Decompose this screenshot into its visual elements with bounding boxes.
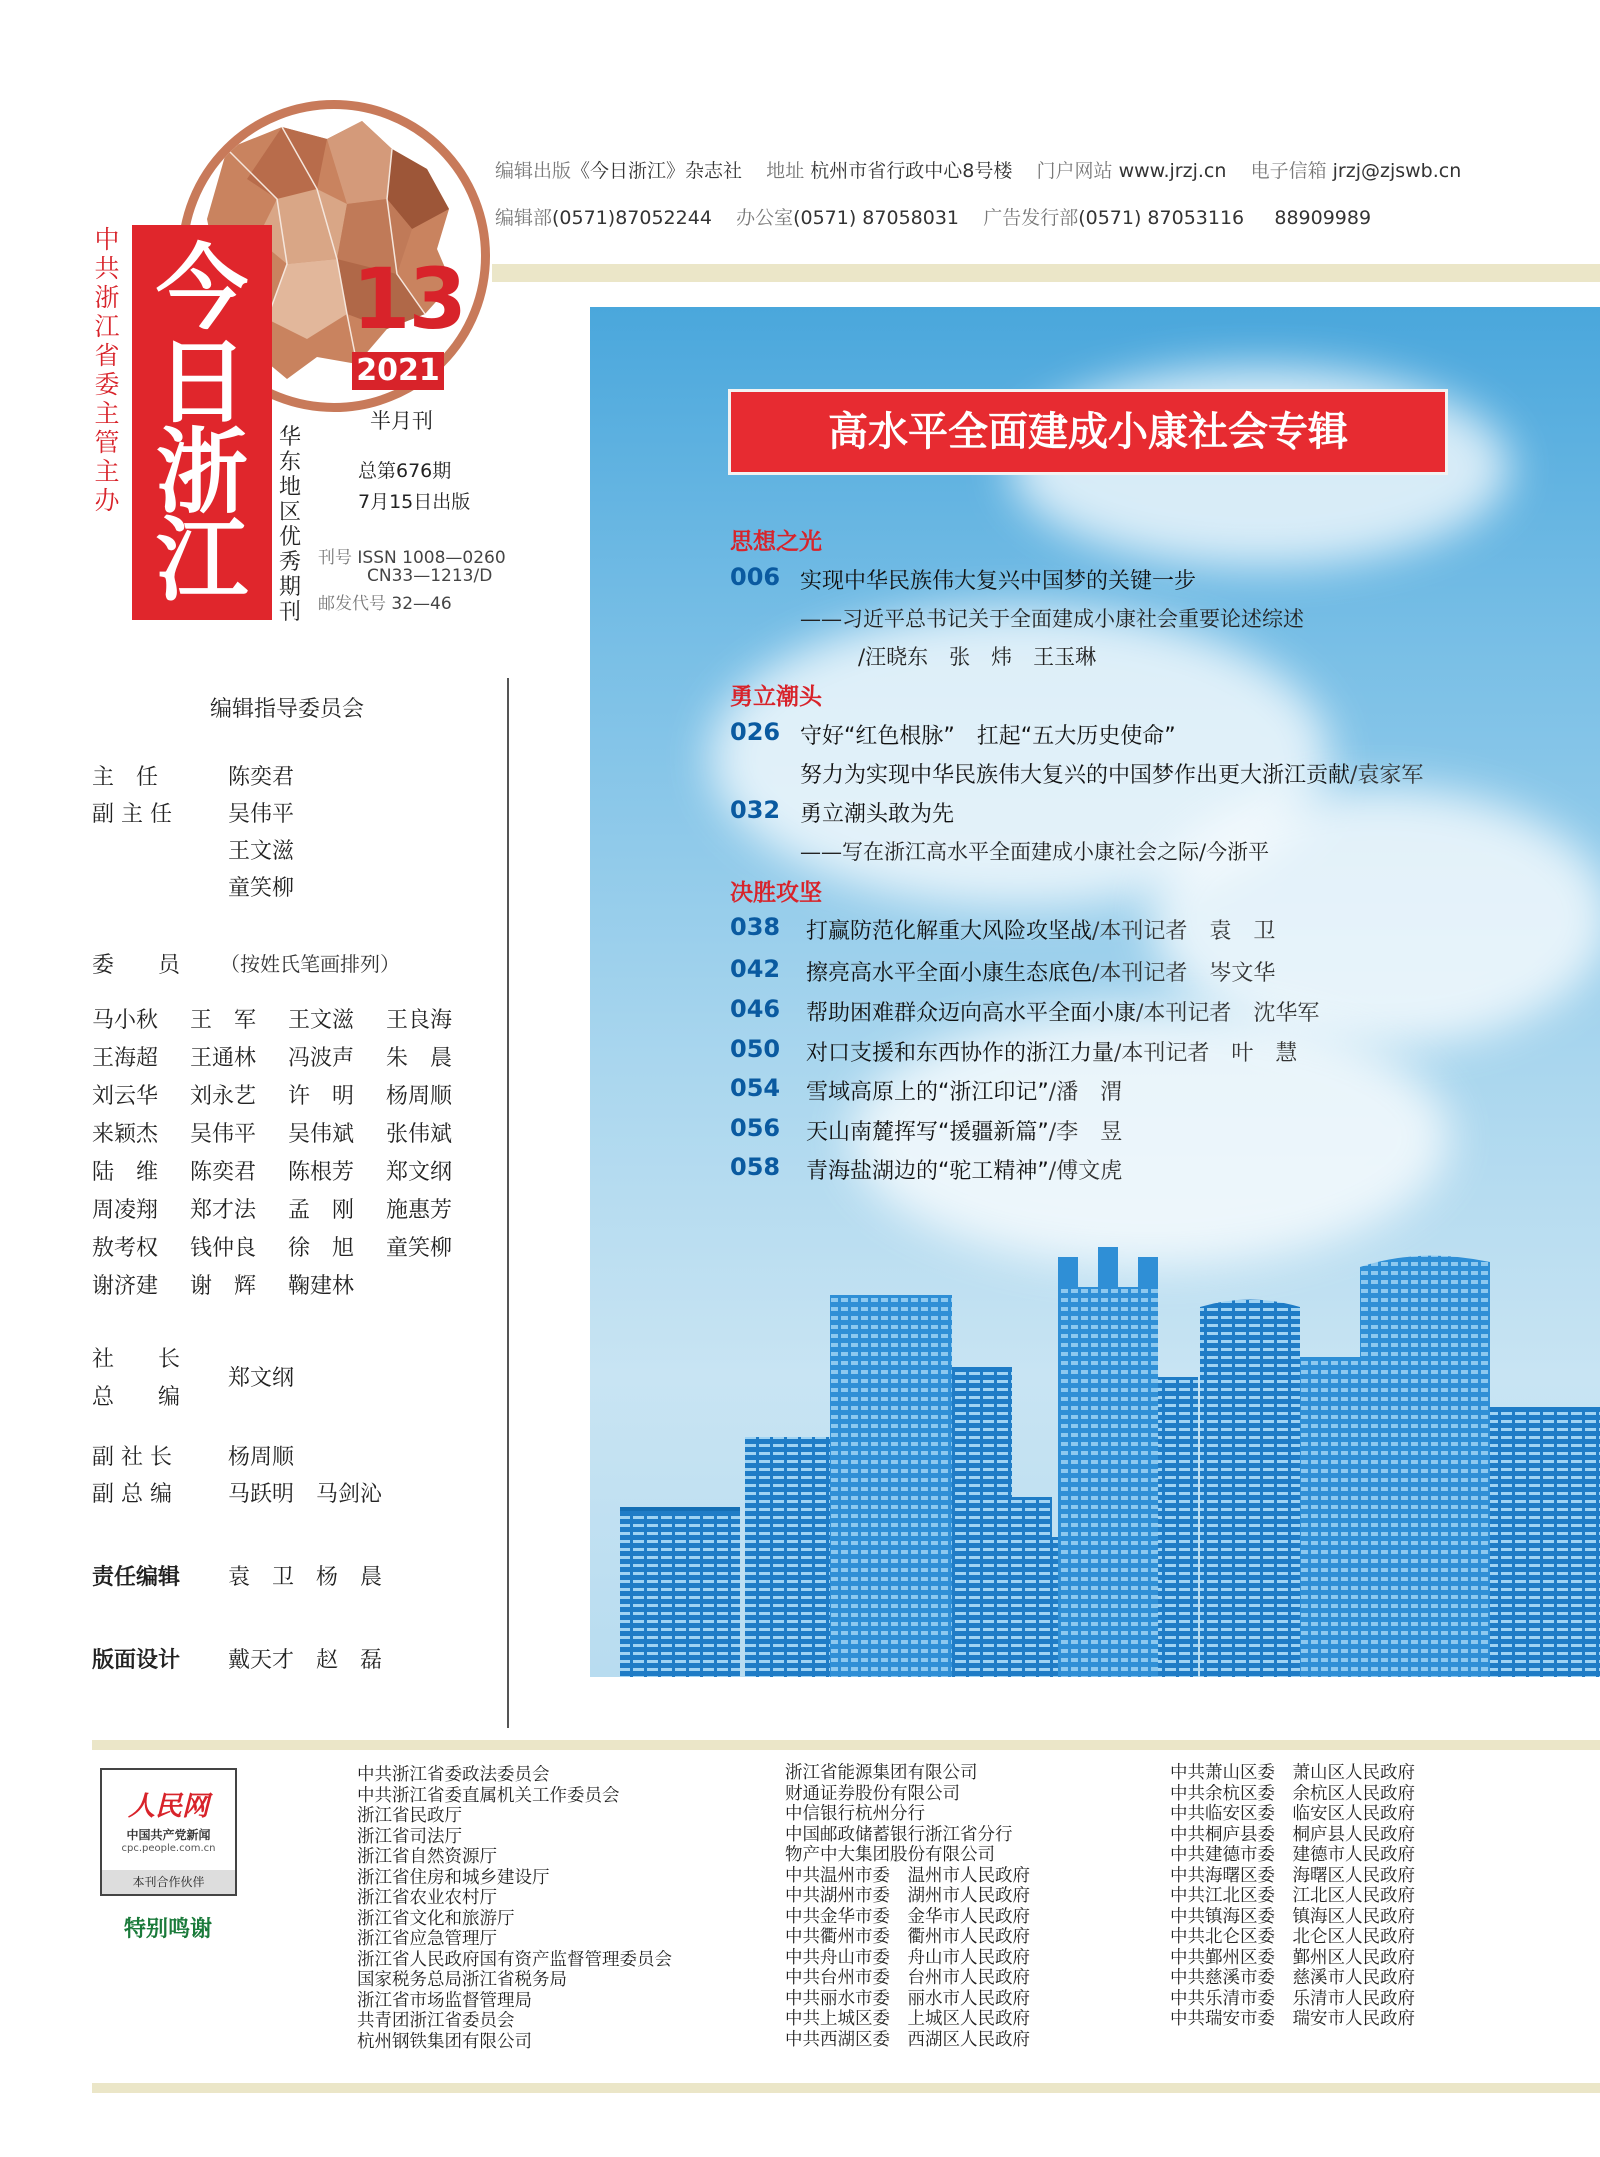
sponsor-item: 中共衢州市委 衢州市人民政府 xyxy=(785,1927,1030,1947)
vice-president-name: 杨周顺 xyxy=(228,1445,295,1470)
toc-section: 思想之光 xyxy=(730,529,822,555)
sponsor-item: 中共台州市委 台州市人民政府 xyxy=(785,1968,1030,1988)
sponsor-item: 中国邮政储蓄银行浙江省分行 xyxy=(785,1824,1013,1845)
toc-item-title[interactable]: 实现中华民族伟大复兴中国梦的关键一步 xyxy=(800,569,1197,594)
magazine-logo xyxy=(132,225,272,620)
toc-section: 勇立潮头 xyxy=(730,684,822,710)
partner-url: cpc.people.com.cn xyxy=(121,1843,216,1854)
sponsor-item: 浙江省民政厅 xyxy=(357,1806,462,1826)
sponsor-item: 中共浙江省委政法委员会 xyxy=(357,1765,550,1785)
member-name: 王良海 xyxy=(386,1008,453,1033)
vice-president-label: 副 社 长 xyxy=(92,1445,172,1470)
member-name: 刘永艺 xyxy=(190,1084,257,1109)
toc-item-title[interactable]: 青海盐湖边的“驼工精神”/傅文虎 xyxy=(806,1159,1123,1184)
design-label: 版面设计 xyxy=(92,1648,181,1673)
sponsor-item: 中共桐庐县委 桐庐县人民政府 xyxy=(1170,1824,1415,1845)
logo-char-1: 今 xyxy=(155,234,248,342)
sponsor-item: 中共北仑区委 北仑区人民政府 xyxy=(1170,1927,1415,1947)
sponsor-item: 中共浙江省委直属机关工作委员会 xyxy=(357,1785,620,1806)
vice-chief-names: 马跃明 马剑沁 xyxy=(228,1482,383,1507)
deputy-name: 王文滋 xyxy=(228,839,295,864)
cn-code: CN33—1213/D xyxy=(367,566,493,586)
footer-band-bottom xyxy=(92,2083,1600,2093)
member-name: 徐 旭 xyxy=(288,1236,355,1261)
member-name: 杨周顺 xyxy=(386,1084,453,1109)
toc-item-subtitle: ——写在浙江高水平全面建成小康社会之际/今浙平 xyxy=(800,840,1270,864)
member-name: 王通林 xyxy=(190,1046,257,1071)
members-note: （按姓氏笔画排列） xyxy=(220,952,400,976)
sponsor-item: 中共瑞安市委 瑞安市人民政府 xyxy=(1170,2009,1415,2029)
special-issue-banner: 高水平全面建成小康社会专辑 xyxy=(728,389,1448,475)
member-name: 施惠芳 xyxy=(386,1198,453,1223)
sponsor-item: 中共丽水市委 丽水市人民政府 xyxy=(785,1988,1030,2009)
total-issue: 总第676期 xyxy=(358,460,452,482)
sponsor-item: 中共海曙区委 海曙区人民政府 xyxy=(1170,1865,1415,1886)
sponsor-item: 中共西湖区委 西湖区人民政府 xyxy=(785,2029,1030,2050)
toc-page-number[interactable]: 038 xyxy=(730,913,781,941)
issue-number: 13 xyxy=(352,250,465,348)
sponsor-item: 浙江省住房和城乡建设厅 xyxy=(357,1867,550,1888)
sponsor-item: 共青团浙江省委员会 xyxy=(357,2011,515,2031)
toc-page-number[interactable]: 054 xyxy=(730,1074,781,1102)
member-name: 张伟斌 xyxy=(386,1122,453,1147)
member-name: 陈奕君 xyxy=(190,1160,257,1185)
issn: 刊号 ISSN 1008—0260 xyxy=(318,548,506,568)
header-band xyxy=(492,264,1600,282)
toc-page-number[interactable]: 042 xyxy=(730,955,781,983)
sponsor-item: 中共上城区委 上城区人民政府 xyxy=(785,2009,1030,2029)
sponsor-item: 中信银行杭州分行 xyxy=(785,1804,925,1824)
sponsor-item: 中共乐清市委 乐清市人民政府 xyxy=(1170,1988,1415,2009)
sponsor-item: 浙江省人民政府国有资产监督管理委员会 xyxy=(357,1949,672,1970)
member-name: 来颖杰 xyxy=(92,1122,159,1147)
toc-item-title[interactable]: 守好“红色根脉” 扛起“五大历史使命” xyxy=(800,724,1176,749)
members-label: 委 员 xyxy=(92,953,181,978)
member-name: 周凌翔 xyxy=(92,1198,159,1223)
member-name: 敖考权 xyxy=(92,1236,159,1261)
sponsor-item: 中共金华市委 金华市人民政府 xyxy=(785,1906,1030,1927)
member-name: 郑文纲 xyxy=(386,1160,453,1185)
toc-item-title[interactable]: 打赢防范化解重大风险攻坚战/本刊记者 袁 卫 xyxy=(806,919,1276,944)
member-name: 郑才法 xyxy=(190,1198,257,1223)
deputy-label: 副 主 任 xyxy=(92,802,172,827)
member-name: 刘云华 xyxy=(92,1084,159,1109)
president-label: 社 长 xyxy=(92,1347,181,1372)
toc-section: 决胜攻坚 xyxy=(730,880,822,906)
sponsor-item: 物产中大集团股份有限公司 xyxy=(785,1845,995,1865)
member-name: 王海超 xyxy=(92,1046,159,1071)
city-skyline xyxy=(590,307,1600,1677)
member-name: 陈根芳 xyxy=(288,1160,355,1185)
member-name: 陆 维 xyxy=(92,1160,159,1185)
contact-line-1: 编辑出版《今日浙江》杂志社 地址 杭州市省行政中心8号楼 门户网站 www.jrzj.cn 电子信箱 jrzj@zjswb.cn xyxy=(495,160,1462,182)
pub-date: 7月15日出版 xyxy=(358,491,471,513)
chief-label: 总 编 xyxy=(92,1385,181,1410)
sponsor-list-2 xyxy=(785,1763,1030,2050)
logo-char-4: 江 xyxy=(155,506,248,614)
sponsor-item: 浙江省自然资源厅 xyxy=(357,1847,497,1867)
toc-item-title[interactable]: 勇立潮头敢为先 xyxy=(800,802,955,827)
toc-item-title[interactable]: 雪域高原上的“浙江印记”/潘 渭 xyxy=(806,1080,1123,1105)
sponsor-item: 浙江省农业农村厅 xyxy=(357,1888,497,1908)
contact-line-2: 编辑部(0571)87052244 办公室(0571) 87058031 广告发行部(0571) 87053116 88909989 xyxy=(495,207,1372,229)
member-name: 吴伟平 xyxy=(190,1122,257,1147)
sponsor-item: 浙江省司法厅 xyxy=(357,1826,462,1847)
deputy-name: 童笑柳 xyxy=(228,876,295,901)
member-name: 童笑柳 xyxy=(386,1236,453,1261)
toc-item-title[interactable]: 对口支援和东西协作的浙江力量/本刊记者 叶 慧 xyxy=(806,1041,1298,1066)
issue-year: 2021 xyxy=(352,352,444,390)
member-name: 冯波声 xyxy=(288,1046,355,1071)
award-vertical: 华东地区优秀期刊 xyxy=(278,425,301,625)
member-name: 孟 刚 xyxy=(288,1198,355,1223)
committee-title: 编辑指导委员会 xyxy=(210,697,365,722)
director-label: 主 任 xyxy=(92,765,159,790)
sponsor-item: 中共舟山市委 舟山市人民政府 xyxy=(785,1947,1030,1968)
special-thanks: 特别鸣谢 xyxy=(124,1916,213,1942)
member-name: 朱 晨 xyxy=(386,1046,453,1071)
column-divider xyxy=(507,678,509,1728)
logo-char-3: 浙 xyxy=(155,418,248,526)
editor-names: 袁 卫 杨 晨 xyxy=(228,1565,383,1590)
logo-char-2: 日 xyxy=(155,328,248,436)
member-name: 许 明 xyxy=(288,1084,355,1109)
sponsor-item: 中共临安区委 临安区人民政府 xyxy=(1170,1804,1415,1824)
footer-band-top xyxy=(92,1740,1600,1750)
toc-page-number[interactable]: 006 xyxy=(730,563,781,591)
sponsor-item: 中共萧山区委 萧山区人民政府 xyxy=(1170,1763,1415,1783)
vice-chief-label: 副 总 编 xyxy=(92,1482,172,1507)
toc-item-title[interactable]: 擦亮高水平全面小康生态底色/本刊记者 岑文华 xyxy=(806,961,1276,986)
sponsor-list-1 xyxy=(357,1765,672,2052)
sponsor-item: 中共余杭区委 余杭区人民政府 xyxy=(1170,1783,1415,1804)
sponsor-item: 杭州钢铁集团有限公司 xyxy=(357,2031,532,2052)
toc-item-subtitle: ——习近平总书记关于全面建成小康社会重要论述综述 xyxy=(800,607,1304,631)
member-name: 谢济建 xyxy=(92,1274,159,1299)
toc-item-subtitle: 努力为实现中华民族伟大复兴的中国梦作出更大浙江贡献/袁家军 xyxy=(800,763,1424,788)
partner-tag: 本刊合作伙伴 xyxy=(102,1870,235,1894)
sponsor-item: 浙江省文化和旅游厅 xyxy=(357,1908,515,1929)
member-name: 吴伟斌 xyxy=(288,1122,355,1147)
toc-page-number[interactable]: 058 xyxy=(730,1153,781,1181)
sponsor-item: 国家税务总局浙江省税务局 xyxy=(357,1970,567,1990)
sponsor-item: 浙江省应急管理厅 xyxy=(357,1929,497,1949)
member-name: 谢 辉 xyxy=(190,1274,257,1299)
member-name: 鞠建林 xyxy=(288,1274,355,1299)
partner-subtitle: 中国共产党新闻 xyxy=(126,1828,211,1842)
director-name: 陈奕君 xyxy=(228,765,295,790)
sponsor-item: 中共建德市委 建德市人民政府 xyxy=(1170,1845,1415,1865)
member-name: 王文滋 xyxy=(288,1008,355,1033)
sponsor-item: 中共江北区委 江北区人民政府 xyxy=(1170,1886,1415,1906)
sponsor-vertical: 中共浙江省委主管主办 xyxy=(94,225,120,515)
postal-code: 邮发代号 32—46 xyxy=(318,594,452,614)
toc-page-number[interactable]: 026 xyxy=(730,718,781,746)
toc-item-authors: /汪晓东 张 炜 王玉琳 xyxy=(858,645,1097,669)
sponsor-item: 中共鄞州区委 鄞州区人民政府 xyxy=(1170,1947,1415,1968)
sponsor-item: 浙江省能源集团有限公司 xyxy=(785,1763,978,1783)
toc-page-number[interactable]: 032 xyxy=(730,796,781,824)
deputy-name: 吴伟平 xyxy=(228,802,295,827)
member-name: 马小秋 xyxy=(92,1008,159,1033)
president-name: 郑文纲 xyxy=(228,1366,295,1391)
frequency: 半月刊 xyxy=(370,409,433,433)
sponsor-item: 中共慈溪市委 慈溪市人民政府 xyxy=(1170,1968,1415,1988)
member-name: 钱仲良 xyxy=(190,1236,257,1261)
editor-label: 责任编辑 xyxy=(92,1565,181,1590)
toc-page-number[interactable]: 046 xyxy=(730,995,781,1023)
sponsor-item: 中共镇海区委 镇海区人民政府 xyxy=(1170,1906,1415,1927)
sponsor-item: 中共温州市委 温州市人民政府 xyxy=(785,1865,1030,1886)
people-cn-logo: 人民网 xyxy=(128,1791,209,1822)
sponsor-list-3 xyxy=(1170,1763,1415,2030)
partner-logo-box[interactable] xyxy=(100,1768,237,1896)
sponsor-item: 浙江省市场监督管理局 xyxy=(357,1990,532,2011)
cover-illustration xyxy=(590,307,1600,1677)
toc-item-title[interactable]: 帮助困难群众迈向高水平全面小康/本刊记者 沈华军 xyxy=(806,1001,1320,1026)
sponsor-item: 中共湖州市委 湖州市人民政府 xyxy=(785,1886,1030,1906)
toc-page-number[interactable]: 050 xyxy=(730,1035,781,1063)
designer-names: 戴天才 赵 磊 xyxy=(228,1648,383,1673)
sponsor-item: 财通证券股份有限公司 xyxy=(785,1783,960,1804)
toc-item-title[interactable]: 天山南麓挥写“援疆新篇”/李 昱 xyxy=(806,1120,1123,1145)
members-grid xyxy=(92,1008,502,1299)
toc-page-number[interactable]: 056 xyxy=(730,1114,781,1142)
member-name: 王 军 xyxy=(190,1008,257,1033)
